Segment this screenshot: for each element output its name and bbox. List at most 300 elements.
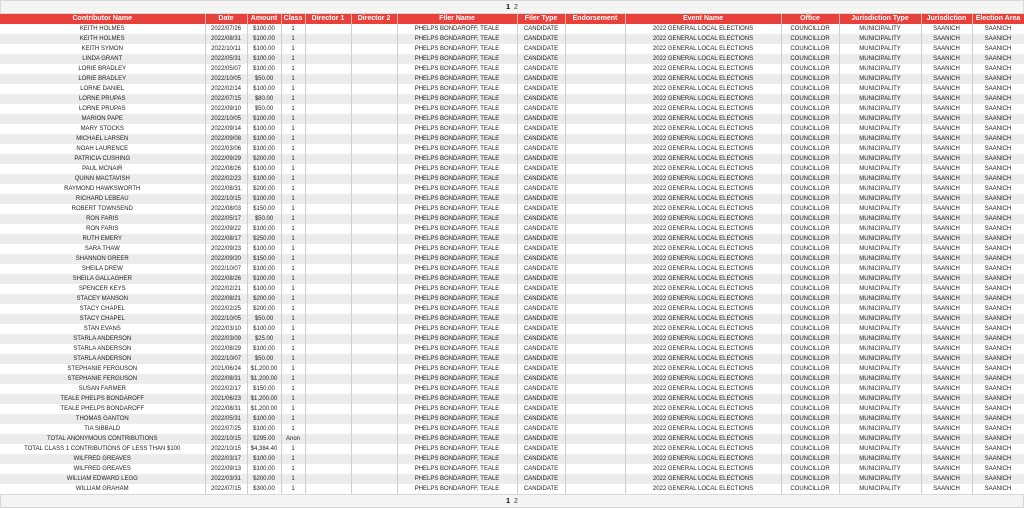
cell-jurisdiction-type: MUNICIPALITY — [839, 194, 921, 204]
cell-event-name: 2022 GENERAL LOCAL ELECTIONS — [625, 34, 781, 44]
cell-filer-name: PHELPS BONDAROFF, TEALE — [397, 94, 517, 104]
cell-office: COUNCILLOR — [781, 44, 839, 54]
cell-endorsement — [565, 254, 625, 264]
cell-filer-type: CANDIDATE — [517, 234, 565, 244]
cell-date: 2022/09/29 — [205, 154, 247, 164]
cell-office: COUNCILLOR — [781, 384, 839, 394]
table-row — [0, 154, 1024, 164]
cell-amount: $200.00 — [247, 304, 281, 314]
cell-date: 2022/08/26 — [205, 164, 247, 174]
page-link-1[interactable]: 1 — [506, 498, 511, 505]
table-row — [0, 224, 1024, 234]
cell-event-name: 2022 GENERAL LOCAL ELECTIONS — [625, 404, 781, 414]
cell-filer-name: PHELPS BONDAROFF, TEALE — [397, 404, 517, 414]
cell-date: 2022/09/10 — [205, 104, 247, 114]
cell-election-area: SAANICH — [972, 44, 1024, 54]
cell-event-name: 2022 GENERAL LOCAL ELECTIONS — [625, 214, 781, 224]
table-row — [0, 24, 1024, 34]
cell-class: 1 — [281, 144, 305, 154]
cell-filer-type: CANDIDATE — [517, 204, 565, 214]
cell-jurisdiction: SAANICH — [921, 104, 972, 114]
table-row — [0, 124, 1024, 134]
cell-jurisdiction: SAANICH — [921, 424, 972, 434]
cell-event-name: 2022 GENERAL LOCAL ELECTIONS — [625, 204, 781, 214]
cell-director-1 — [305, 154, 351, 164]
cell-director-2 — [351, 194, 397, 204]
cell-class: 1 — [281, 474, 305, 484]
cell-director-2 — [351, 44, 397, 54]
table-row — [0, 464, 1024, 474]
cell-filer-name: PHELPS BONDAROFF, TEALE — [397, 184, 517, 194]
cell-contributor-name: KEITH HOLMES — [0, 34, 205, 44]
cell-amount: $100.00 — [247, 454, 281, 464]
cell-filer-name: PHELPS BONDAROFF, TEALE — [397, 484, 517, 494]
cell-endorsement — [565, 334, 625, 344]
cell-class: 1 — [281, 224, 305, 234]
cell-director-1 — [305, 304, 351, 314]
cell-director-2 — [351, 404, 397, 414]
cell-jurisdiction-type: MUNICIPALITY — [839, 474, 921, 484]
cell-class: 1 — [281, 104, 305, 114]
table-row — [0, 394, 1024, 404]
cell-amount: $200.00 — [247, 154, 281, 164]
cell-director-1 — [305, 194, 351, 204]
cell-director-1 — [305, 44, 351, 54]
cell-class: 1 — [281, 204, 305, 214]
cell-contributor-name: LORNE PRUPAS — [0, 94, 205, 104]
cell-jurisdiction: SAANICH — [921, 204, 972, 214]
cell-class: 1 — [281, 64, 305, 74]
cell-date: 2022/02/23 — [205, 174, 247, 184]
column-header-filer-type[interactable]: Filer Type — [517, 14, 565, 24]
cell-director-2 — [351, 354, 397, 364]
cell-contributor-name: PAUL MCNAIR — [0, 164, 205, 174]
cell-director-1 — [305, 474, 351, 484]
cell-filer-type: CANDIDATE — [517, 264, 565, 274]
cell-contributor-name: WILFRED GREAVES — [0, 454, 205, 464]
cell-director-2 — [351, 184, 397, 194]
cell-election-area: SAANICH — [972, 294, 1024, 304]
cell-filer-type: CANDIDATE — [517, 404, 565, 414]
cell-contributor-name: SHEILA DREW — [0, 264, 205, 274]
cell-contributor-name: LORIE BRADLEY — [0, 64, 205, 74]
cell-director-2 — [351, 454, 397, 464]
page-link-2[interactable]: 2 — [513, 498, 518, 505]
cell-date: 2022/10/05 — [205, 314, 247, 324]
cell-class: 1 — [281, 134, 305, 144]
cell-election-area: SAANICH — [972, 404, 1024, 414]
cell-date: 2022/05/31 — [205, 414, 247, 424]
cell-filer-type: CANDIDATE — [517, 344, 565, 354]
cell-filer-type: CANDIDATE — [517, 24, 565, 34]
cell-jurisdiction-type: MUNICIPALITY — [839, 74, 921, 84]
cell-date: 2022/03/31 — [205, 474, 247, 484]
cell-election-area: SAANICH — [972, 214, 1024, 224]
cell-filer-name: PHELPS BONDAROFF, TEALE — [397, 354, 517, 364]
cell-endorsement — [565, 344, 625, 354]
cell-director-1 — [305, 464, 351, 474]
cell-jurisdiction: SAANICH — [921, 364, 972, 374]
cell-amount: $50.00 — [247, 104, 281, 114]
cell-class: Anon — [281, 434, 305, 444]
cell-date: 2022/08/31 — [205, 34, 247, 44]
cell-event-name: 2022 GENERAL LOCAL ELECTIONS — [625, 104, 781, 114]
cell-jurisdiction-type: MUNICIPALITY — [839, 304, 921, 314]
cell-filer-name: PHELPS BONDAROFF, TEALE — [397, 174, 517, 184]
table-row — [0, 64, 1024, 74]
cell-event-name: 2022 GENERAL LOCAL ELECTIONS — [625, 304, 781, 314]
cell-office: COUNCILLOR — [781, 124, 839, 134]
pagination-bottom — [0, 494, 1024, 508]
cell-office: COUNCILLOR — [781, 294, 839, 304]
cell-filer-type: CANDIDATE — [517, 454, 565, 464]
cell-jurisdiction-type: MUNICIPALITY — [839, 334, 921, 344]
cell-contributor-name: ROBERT TOWNSEND — [0, 204, 205, 214]
cell-endorsement — [565, 424, 625, 434]
cell-contributor-name: MARY STOCKS — [0, 124, 205, 134]
cell-event-name: 2022 GENERAL LOCAL ELECTIONS — [625, 284, 781, 294]
cell-jurisdiction: SAANICH — [921, 484, 972, 494]
cell-event-name: 2022 GENERAL LOCAL ELECTIONS — [625, 344, 781, 354]
cell-filer-name: PHELPS BONDAROFF, TEALE — [397, 34, 517, 44]
cell-class: 1 — [281, 84, 305, 94]
cell-event-name: 2022 GENERAL LOCAL ELECTIONS — [625, 144, 781, 154]
cell-date: 2022/08/03 — [205, 204, 247, 214]
cell-filer-name: PHELPS BONDAROFF, TEALE — [397, 84, 517, 94]
cell-endorsement — [565, 44, 625, 54]
cell-director-2 — [351, 334, 397, 344]
cell-jurisdiction: SAANICH — [921, 414, 972, 424]
cell-filer-type: CANDIDATE — [517, 364, 565, 374]
cell-date: 2022/02/14 — [205, 84, 247, 94]
cell-jurisdiction-type: MUNICIPALITY — [839, 154, 921, 164]
cell-jurisdiction-type: MUNICIPALITY — [839, 434, 921, 444]
cell-jurisdiction: SAANICH — [921, 234, 972, 244]
cell-contributor-name: LORNE DANIEL — [0, 84, 205, 94]
page-link-2[interactable]: 2 — [513, 4, 518, 11]
cell-election-area: SAANICH — [972, 334, 1024, 344]
cell-election-area: SAANICH — [972, 244, 1024, 254]
table-row — [0, 384, 1024, 394]
cell-filer-type: CANDIDATE — [517, 174, 565, 184]
cell-office: COUNCILLOR — [781, 334, 839, 344]
cell-office: COUNCILLOR — [781, 324, 839, 334]
cell-jurisdiction: SAANICH — [921, 224, 972, 234]
cell-endorsement — [565, 204, 625, 214]
cell-amount: $100.00 — [247, 24, 281, 34]
cell-office: COUNCILLOR — [781, 164, 839, 174]
cell-election-area: SAANICH — [972, 174, 1024, 184]
cell-office: COUNCILLOR — [781, 344, 839, 354]
cell-date: 2022/09/23 — [205, 244, 247, 254]
cell-date: 2022/02/25 — [205, 304, 247, 314]
cell-office: COUNCILLOR — [781, 174, 839, 184]
column-header-director-1[interactable]: Director 1 — [305, 14, 351, 24]
cell-director-2 — [351, 174, 397, 184]
cell-director-1 — [305, 244, 351, 254]
cell-event-name: 2022 GENERAL LOCAL ELECTIONS — [625, 64, 781, 74]
cell-jurisdiction-type: MUNICIPALITY — [839, 294, 921, 304]
cell-director-2 — [351, 374, 397, 384]
table-row — [0, 244, 1024, 254]
cell-office: COUNCILLOR — [781, 274, 839, 284]
table-row — [0, 284, 1024, 294]
cell-contributor-name: STACEY MANSON — [0, 294, 205, 304]
cell-director-1 — [305, 134, 351, 144]
cell-filer-name: PHELPS BONDAROFF, TEALE — [397, 454, 517, 464]
cell-election-area: SAANICH — [972, 94, 1024, 104]
cell-amount: $200.00 — [247, 474, 281, 484]
cell-director-1 — [305, 164, 351, 174]
cell-event-name: 2022 GENERAL LOCAL ELECTIONS — [625, 484, 781, 494]
cell-jurisdiction-type: MUNICIPALITY — [839, 274, 921, 284]
cell-jurisdiction-type: MUNICIPALITY — [839, 464, 921, 474]
cell-jurisdiction: SAANICH — [921, 444, 972, 454]
cell-office: COUNCILLOR — [781, 444, 839, 454]
table-row — [0, 434, 1024, 444]
cell-contributor-name: RON FARIS — [0, 224, 205, 234]
cell-director-1 — [305, 364, 351, 374]
cell-class: 1 — [281, 374, 305, 384]
cell-filer-name: PHELPS BONDAROFF, TEALE — [397, 244, 517, 254]
cell-filer-name: PHELPS BONDAROFF, TEALE — [397, 254, 517, 264]
cell-director-2 — [351, 144, 397, 154]
cell-director-1 — [305, 124, 351, 134]
cell-contributor-name: WILFRED GREAVES — [0, 464, 205, 474]
cell-director-2 — [351, 314, 397, 324]
column-header-director-2[interactable]: Director 2 — [351, 14, 397, 24]
cell-jurisdiction-type: MUNICIPALITY — [839, 84, 921, 94]
cell-class: 1 — [281, 244, 305, 254]
cell-election-area: SAANICH — [972, 474, 1024, 484]
cell-contributor-name: STACY CHAPEL — [0, 314, 205, 324]
column-header-jurisdiction[interactable]: Jurisdiction — [921, 14, 972, 24]
cell-amount: $100.00 — [247, 244, 281, 254]
cell-filer-name: PHELPS BONDAROFF, TEALE — [397, 204, 517, 214]
cell-amount: $200.00 — [247, 294, 281, 304]
cell-jurisdiction: SAANICH — [921, 374, 972, 384]
cell-date: 2022/10/15 — [205, 444, 247, 454]
contributions-table — [0, 14, 1024, 494]
cell-amount: $100.00 — [247, 264, 281, 274]
cell-event-name: 2022 GENERAL LOCAL ELECTIONS — [625, 364, 781, 374]
page-link-1[interactable]: 1 — [506, 4, 511, 11]
cell-amount: $100.00 — [247, 144, 281, 154]
cell-director-1 — [305, 184, 351, 194]
cell-endorsement — [565, 384, 625, 394]
cell-amount: $150.00 — [247, 254, 281, 264]
cell-date: 2022/10/05 — [205, 114, 247, 124]
cell-event-name: 2022 GENERAL LOCAL ELECTIONS — [625, 184, 781, 194]
table-row — [0, 54, 1024, 64]
cell-event-name: 2022 GENERAL LOCAL ELECTIONS — [625, 264, 781, 274]
column-header-office[interactable]: Office — [781, 14, 839, 24]
cell-jurisdiction: SAANICH — [921, 154, 972, 164]
cell-jurisdiction-type: MUNICIPALITY — [839, 424, 921, 434]
cell-jurisdiction: SAANICH — [921, 244, 972, 254]
cell-office: COUNCILLOR — [781, 244, 839, 254]
cell-jurisdiction-type: MUNICIPALITY — [839, 414, 921, 424]
table-row — [0, 114, 1024, 124]
cell-amount: $200.00 — [247, 184, 281, 194]
cell-director-2 — [351, 384, 397, 394]
cell-class: 1 — [281, 274, 305, 284]
cell-amount: $100.00 — [247, 464, 281, 474]
cell-date: 2022/10/15 — [205, 434, 247, 444]
cell-election-area: SAANICH — [972, 314, 1024, 324]
cell-jurisdiction: SAANICH — [921, 354, 972, 364]
cell-filer-type: CANDIDATE — [517, 394, 565, 404]
cell-office: COUNCILLOR — [781, 204, 839, 214]
cell-endorsement — [565, 164, 625, 174]
cell-endorsement — [565, 294, 625, 304]
cell-office: COUNCILLOR — [781, 484, 839, 494]
cell-filer-type: CANDIDATE — [517, 354, 565, 364]
column-header-class[interactable]: Class — [281, 14, 305, 24]
cell-filer-type: CANDIDATE — [517, 194, 565, 204]
cell-jurisdiction: SAANICH — [921, 174, 972, 184]
cell-office: COUNCILLOR — [781, 424, 839, 434]
cell-contributor-name: WILLIAM EDWARD LEGG — [0, 474, 205, 484]
cell-jurisdiction-type: MUNICIPALITY — [839, 394, 921, 404]
cell-director-1 — [305, 24, 351, 34]
cell-office: COUNCILLOR — [781, 134, 839, 144]
cell-endorsement — [565, 174, 625, 184]
cell-endorsement — [565, 124, 625, 134]
cell-event-name: 2022 GENERAL LOCAL ELECTIONS — [625, 54, 781, 64]
table-row — [0, 134, 1024, 144]
table-row — [0, 184, 1024, 194]
cell-office: COUNCILLOR — [781, 34, 839, 44]
cell-director-2 — [351, 84, 397, 94]
cell-filer-name: PHELPS BONDAROFF, TEALE — [397, 394, 517, 404]
cell-class: 1 — [281, 44, 305, 54]
cell-office: COUNCILLOR — [781, 194, 839, 204]
cell-director-1 — [305, 314, 351, 324]
cell-director-2 — [351, 74, 397, 84]
cell-filer-type: CANDIDATE — [517, 434, 565, 444]
cell-filer-type: CANDIDATE — [517, 134, 565, 144]
cell-endorsement — [565, 284, 625, 294]
cell-filer-type: CANDIDATE — [517, 64, 565, 74]
column-header-amount[interactable]: Amount — [247, 14, 281, 24]
cell-filer-name: PHELPS BONDAROFF, TEALE — [397, 144, 517, 154]
cell-amount: $100.00 — [247, 164, 281, 174]
cell-director-1 — [305, 354, 351, 364]
cell-director-2 — [351, 164, 397, 174]
cell-election-area: SAANICH — [972, 194, 1024, 204]
cell-jurisdiction: SAANICH — [921, 34, 972, 44]
cell-contributor-name: SARA THAW — [0, 244, 205, 254]
cell-office: COUNCILLOR — [781, 84, 839, 94]
column-header-event-name[interactable]: Event Name — [625, 14, 781, 24]
cell-endorsement — [565, 464, 625, 474]
cell-office: COUNCILLOR — [781, 224, 839, 234]
cell-amount: $295.00 — [247, 434, 281, 444]
cell-endorsement — [565, 94, 625, 104]
cell-election-area: SAANICH — [972, 234, 1024, 244]
table-body — [0, 24, 1024, 494]
cell-contributor-name: STAN EVANS — [0, 324, 205, 334]
column-header-endorsement[interactable]: Endorsement — [565, 14, 625, 24]
cell-office: COUNCILLOR — [781, 264, 839, 274]
cell-jurisdiction-type: MUNICIPALITY — [839, 364, 921, 374]
cell-date: 2022/10/05 — [205, 74, 247, 84]
cell-jurisdiction: SAANICH — [921, 164, 972, 174]
cell-election-area: SAANICH — [972, 124, 1024, 134]
table-row — [0, 334, 1024, 344]
cell-jurisdiction: SAANICH — [921, 384, 972, 394]
cell-office: COUNCILLOR — [781, 434, 839, 444]
cell-filer-name: PHELPS BONDAROFF, TEALE — [397, 374, 517, 384]
cell-event-name: 2022 GENERAL LOCAL ELECTIONS — [625, 294, 781, 304]
cell-contributor-name: LORNE PRUPAS — [0, 104, 205, 114]
cell-contributor-name: TOTAL ANONYMOUS CONTRIBUTIONS — [0, 434, 205, 444]
cell-director-1 — [305, 214, 351, 224]
cell-amount: $100.00 — [247, 114, 281, 124]
cell-director-1 — [305, 94, 351, 104]
cell-date: 2022/03/06 — [205, 144, 247, 154]
cell-amount: $100.00 — [247, 124, 281, 134]
cell-filer-name: PHELPS BONDAROFF, TEALE — [397, 134, 517, 144]
cell-class: 1 — [281, 174, 305, 184]
cell-event-name: 2022 GENERAL LOCAL ELECTIONS — [625, 414, 781, 424]
cell-date: 2022/03/17 — [205, 454, 247, 464]
cell-director-2 — [351, 34, 397, 44]
cell-class: 1 — [281, 164, 305, 174]
cell-filer-name: PHELPS BONDAROFF, TEALE — [397, 314, 517, 324]
cell-filer-name: PHELPS BONDAROFF, TEALE — [397, 54, 517, 64]
cell-class: 1 — [281, 454, 305, 464]
column-header-election-area[interactable]: Election Area — [972, 14, 1024, 24]
cell-election-area: SAANICH — [972, 184, 1024, 194]
cell-director-1 — [305, 54, 351, 64]
cell-director-1 — [305, 234, 351, 244]
cell-filer-name: PHELPS BONDAROFF, TEALE — [397, 124, 517, 134]
cell-event-name: 2022 GENERAL LOCAL ELECTIONS — [625, 94, 781, 104]
cell-amount: $100.00 — [247, 64, 281, 74]
cell-amount: $50.00 — [247, 214, 281, 224]
cell-election-area: SAANICH — [972, 364, 1024, 374]
cell-contributor-name: RICHARD LEBEAU — [0, 194, 205, 204]
cell-director-2 — [351, 64, 397, 74]
cell-filer-type: CANDIDATE — [517, 74, 565, 84]
cell-amount: $100.00 — [247, 284, 281, 294]
column-header-contributor-name[interactable]: Contributor Name — [0, 14, 205, 24]
cell-amount: $100.00 — [247, 174, 281, 184]
cell-jurisdiction: SAANICH — [921, 114, 972, 124]
cell-date: 2022/05/17 — [205, 214, 247, 224]
column-header-filer-name[interactable]: Filer Name — [397, 14, 517, 24]
cell-jurisdiction-type: MUNICIPALITY — [839, 374, 921, 384]
cell-office: COUNCILLOR — [781, 304, 839, 314]
cell-endorsement — [565, 214, 625, 224]
cell-class: 1 — [281, 284, 305, 294]
column-header-jurisdiction-type[interactable]: Jurisdiction Type — [839, 14, 921, 24]
cell-jurisdiction-type: MUNICIPALITY — [839, 324, 921, 334]
cell-director-2 — [351, 434, 397, 444]
cell-director-2 — [351, 414, 397, 424]
cell-contributor-name: QUINN MACTAVISH — [0, 174, 205, 184]
column-header-date[interactable]: Date — [205, 14, 247, 24]
cell-office: COUNCILLOR — [781, 24, 839, 34]
cell-date: 2022/08/21 — [205, 294, 247, 304]
cell-date: 2022/09/14 — [205, 124, 247, 134]
table-row — [0, 294, 1024, 304]
cell-event-name: 2022 GENERAL LOCAL ELECTIONS — [625, 164, 781, 174]
cell-contributor-name: WILLIAM GRAHAM — [0, 484, 205, 494]
cell-jurisdiction: SAANICH — [921, 264, 972, 274]
